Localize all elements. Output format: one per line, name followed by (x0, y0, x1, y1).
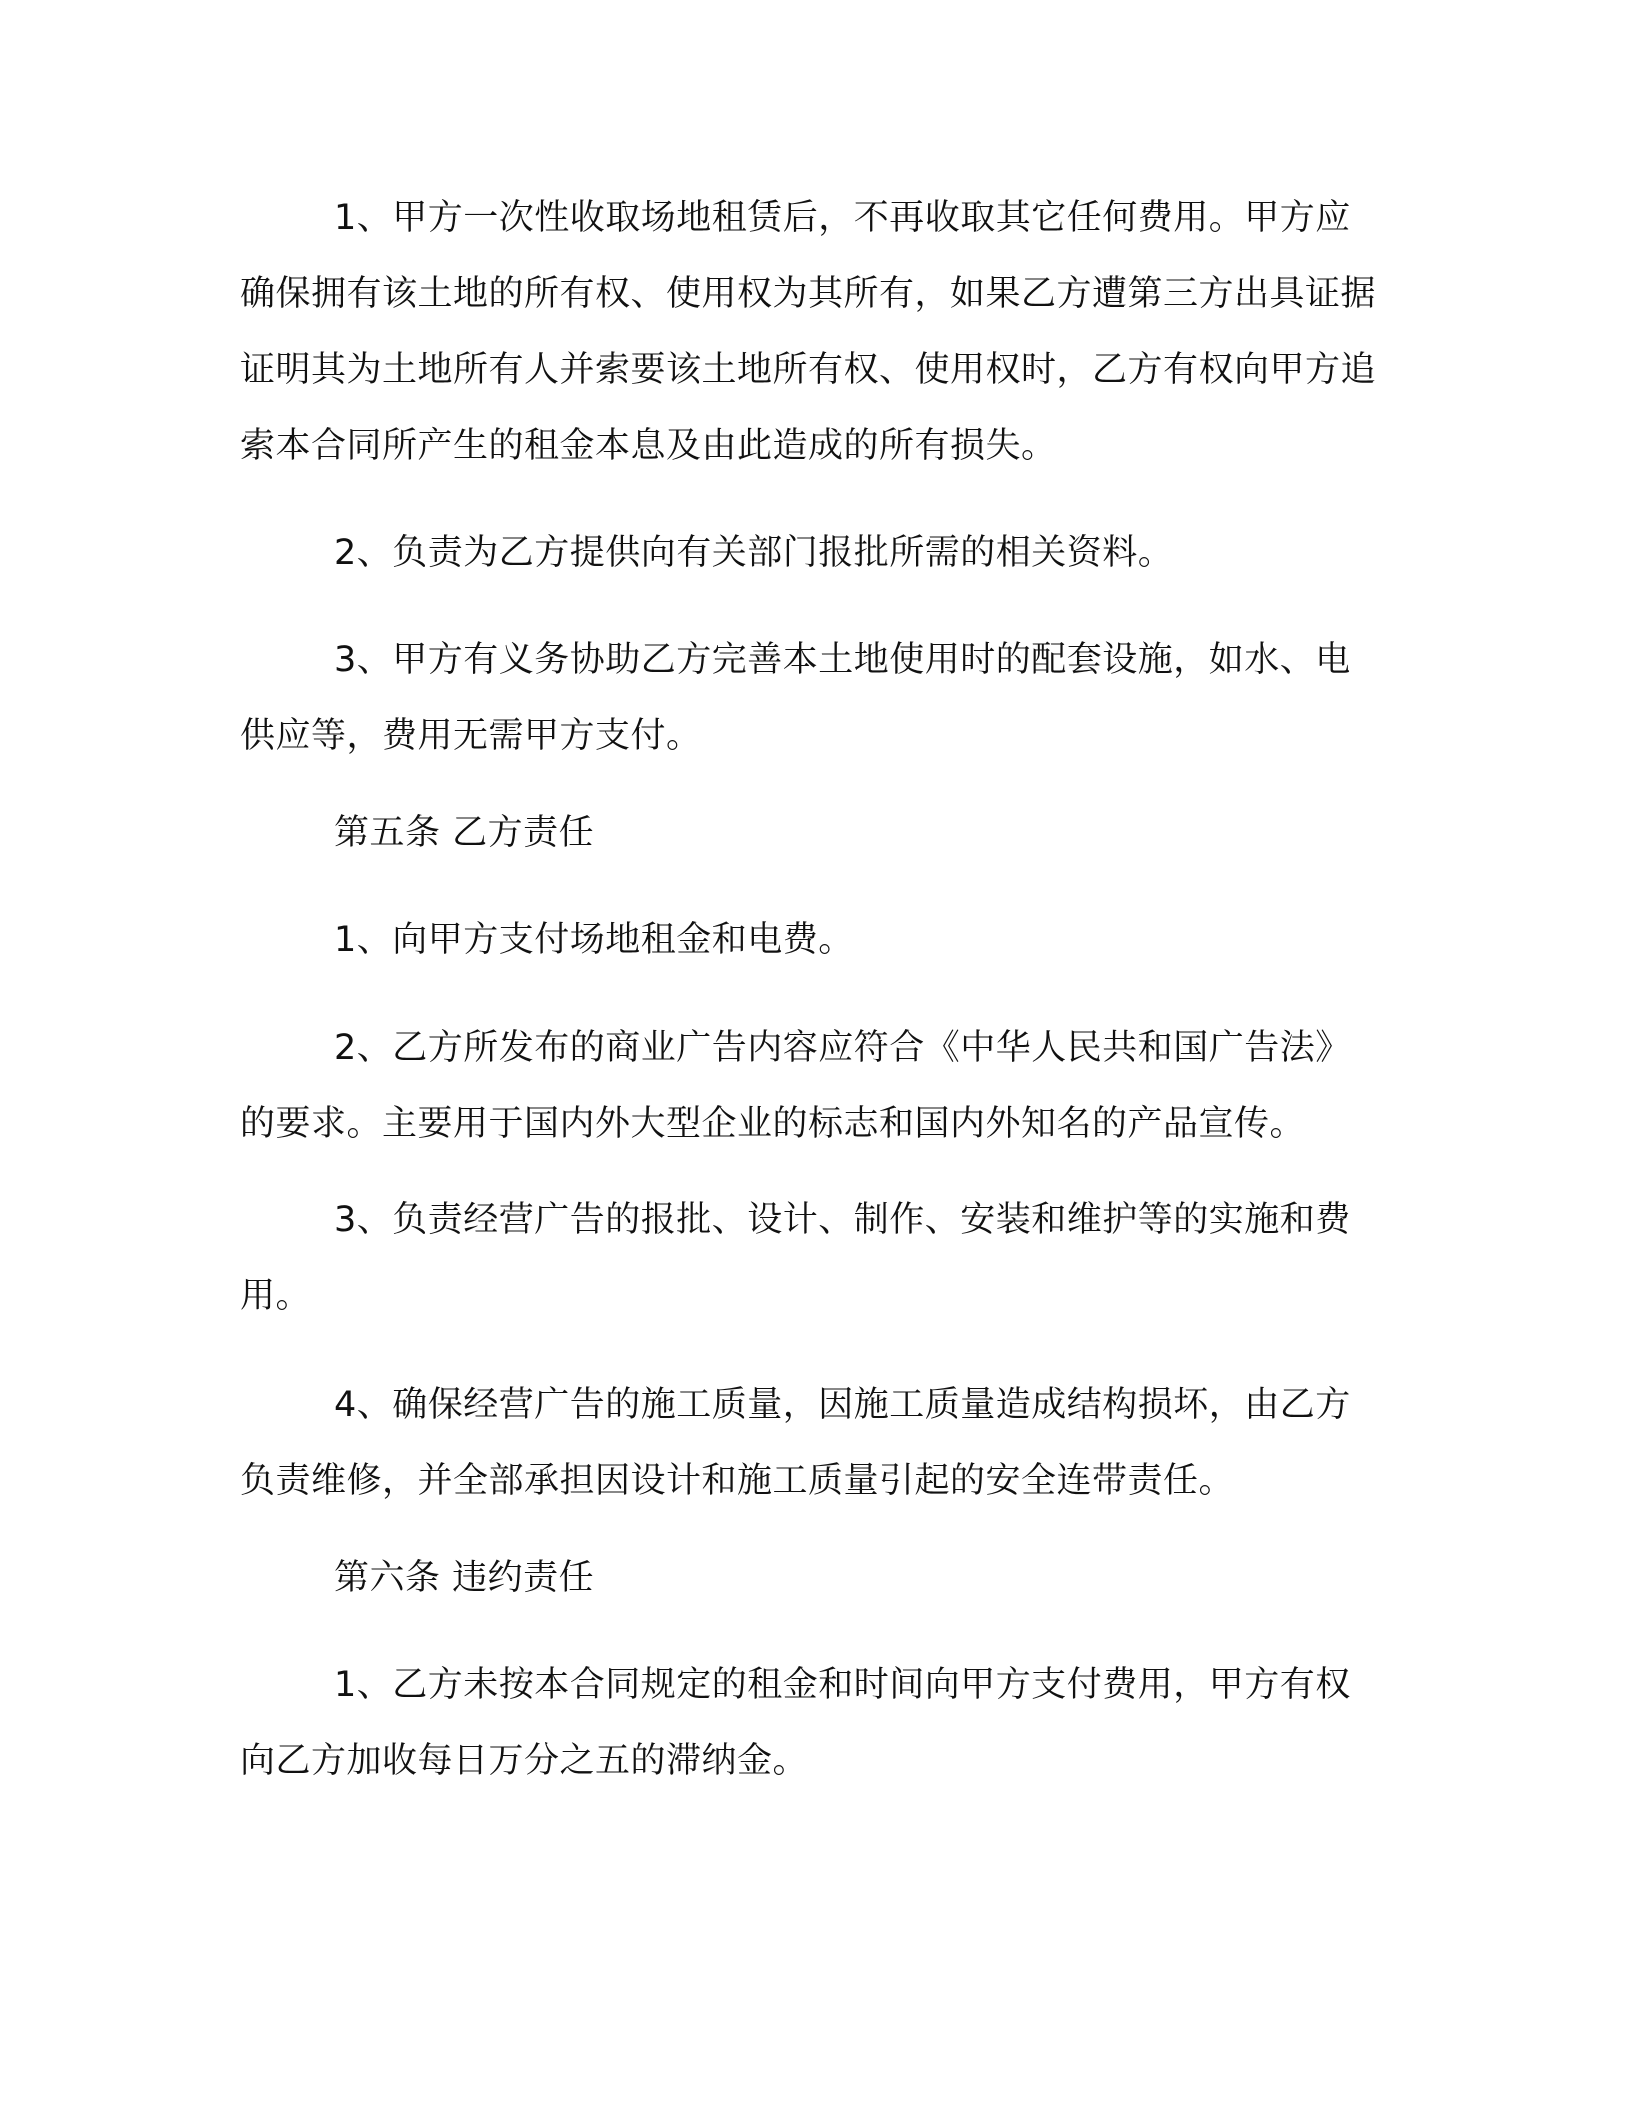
clause-breach-1: 1、乙方未按本合同规定的租金和时间向甲方支付费用，甲方有权向乙方加收每日万分之五的滞纳金。 (240, 1665, 1351, 1781)
clause-party-a-1: 1、甲方一次性收取场地租赁后，不再收取其它任何费用。甲方应确保拥有该土地的所有权、使用权为其所有，如果乙方遭第三方出具证据证明其为土地所有人并索要该土地所有权、使用权时，乙方有权向甲方追索本合同所产生的租金本息及由此造成的所有损失。 (240, 198, 1377, 466)
clause-party-a-3: 3、甲方有义务协助乙方完善本土地使用时的配套设施，如水、电供应等，费用无需甲方支付。 (240, 640, 1351, 756)
clause-party-b-3: 3、负责经营广告的报批、设计、制作、安装和维护等的实施和费用。 (240, 1200, 1351, 1316)
article-6-heading: 第六条 违约责任 (334, 1558, 595, 1598)
clause-party-b-2: 2、乙方所发布的商业广告内容应符合《中华人民共和国广告法》的要求。主要用于国内外大型企业的标志和国内外知名的产品宣传。 (240, 1028, 1351, 1144)
article-5-heading: 第五条 乙方责任 (334, 813, 595, 853)
clause-party-b-4: 4、确保经营广告的施工质量，因施工质量造成结构损坏，由乙方负责维修，并全部承担因设计和施工质量引起的安全连带责任。 (240, 1385, 1351, 1501)
clause-party-b-1: 1、向甲方支付场地租金和电费。 (334, 920, 854, 960)
clause-party-a-2: 2、负责为乙方提供向有关部门报批所需的相关资料。 (334, 533, 1174, 573)
